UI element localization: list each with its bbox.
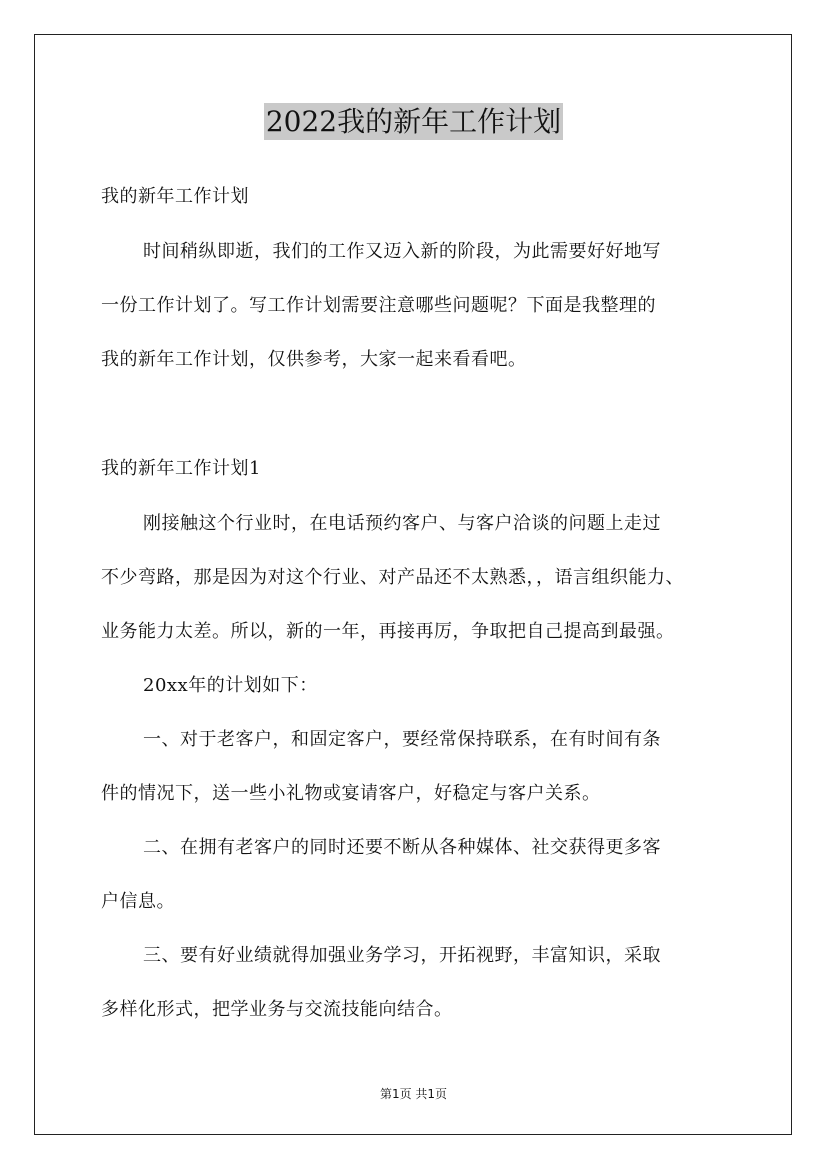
item-3-line-1: 三、要有好业绩就得加强业务学习，开拓视野，丰富知识，采取 — [143, 945, 661, 966]
section-1-heading: 我的新年工作计划1 — [101, 458, 261, 479]
section-1-para-line-1: 刚接触这个行业时，在电话预约客户、与客户洽谈的问题上走过 — [143, 513, 661, 534]
document-title-text: 2022我的新年工作计划 — [265, 105, 562, 138]
intro-line-2: 一份工作计划了。写工作计划需要注意哪些问题呢？下面是我整理的 — [101, 295, 656, 316]
item-3-line-2: 多样化形式，把学业务与交流技能向结合。 — [101, 999, 453, 1020]
document-subtitle: 我的新年工作计划 — [101, 186, 249, 207]
document-title — [0, 100, 827, 140]
item-1-line-1: 一、对于老客户，和固定客户，要经常保持联系，在有时间有条 — [143, 729, 661, 750]
item-2-line-1: 二、在拥有老客户的同时还要不断从各种媒体、社交获得更多客 — [143, 837, 661, 858]
intro-line-3: 我的新年工作计划，仅供参考，大家一起来看看吧。 — [101, 349, 527, 370]
section-1-para-line-2: 不少弯路，那是因为对这个行业、对产品还不太熟悉，，语言组织能力、 — [101, 567, 684, 588]
item-1-line-2: 件的情况下，送一些小礼物或宴请客户，好稳定与客户关系。 — [101, 783, 601, 804]
item-2-line-2: 户信息。 — [101, 891, 175, 912]
section-1-para-line-3: 业务能力太差。所以，新的一年，再接再厉，争取把自己提高到最强。 — [101, 621, 675, 642]
intro-line-1: 时间稍纵即逝，我们的工作又迈入新的阶段，为此需要好好地写 — [143, 241, 661, 262]
plan-intro: 20xx年的计划如下： — [143, 675, 318, 696]
page-footer: 第1页 共1页 — [379, 1087, 448, 1101]
